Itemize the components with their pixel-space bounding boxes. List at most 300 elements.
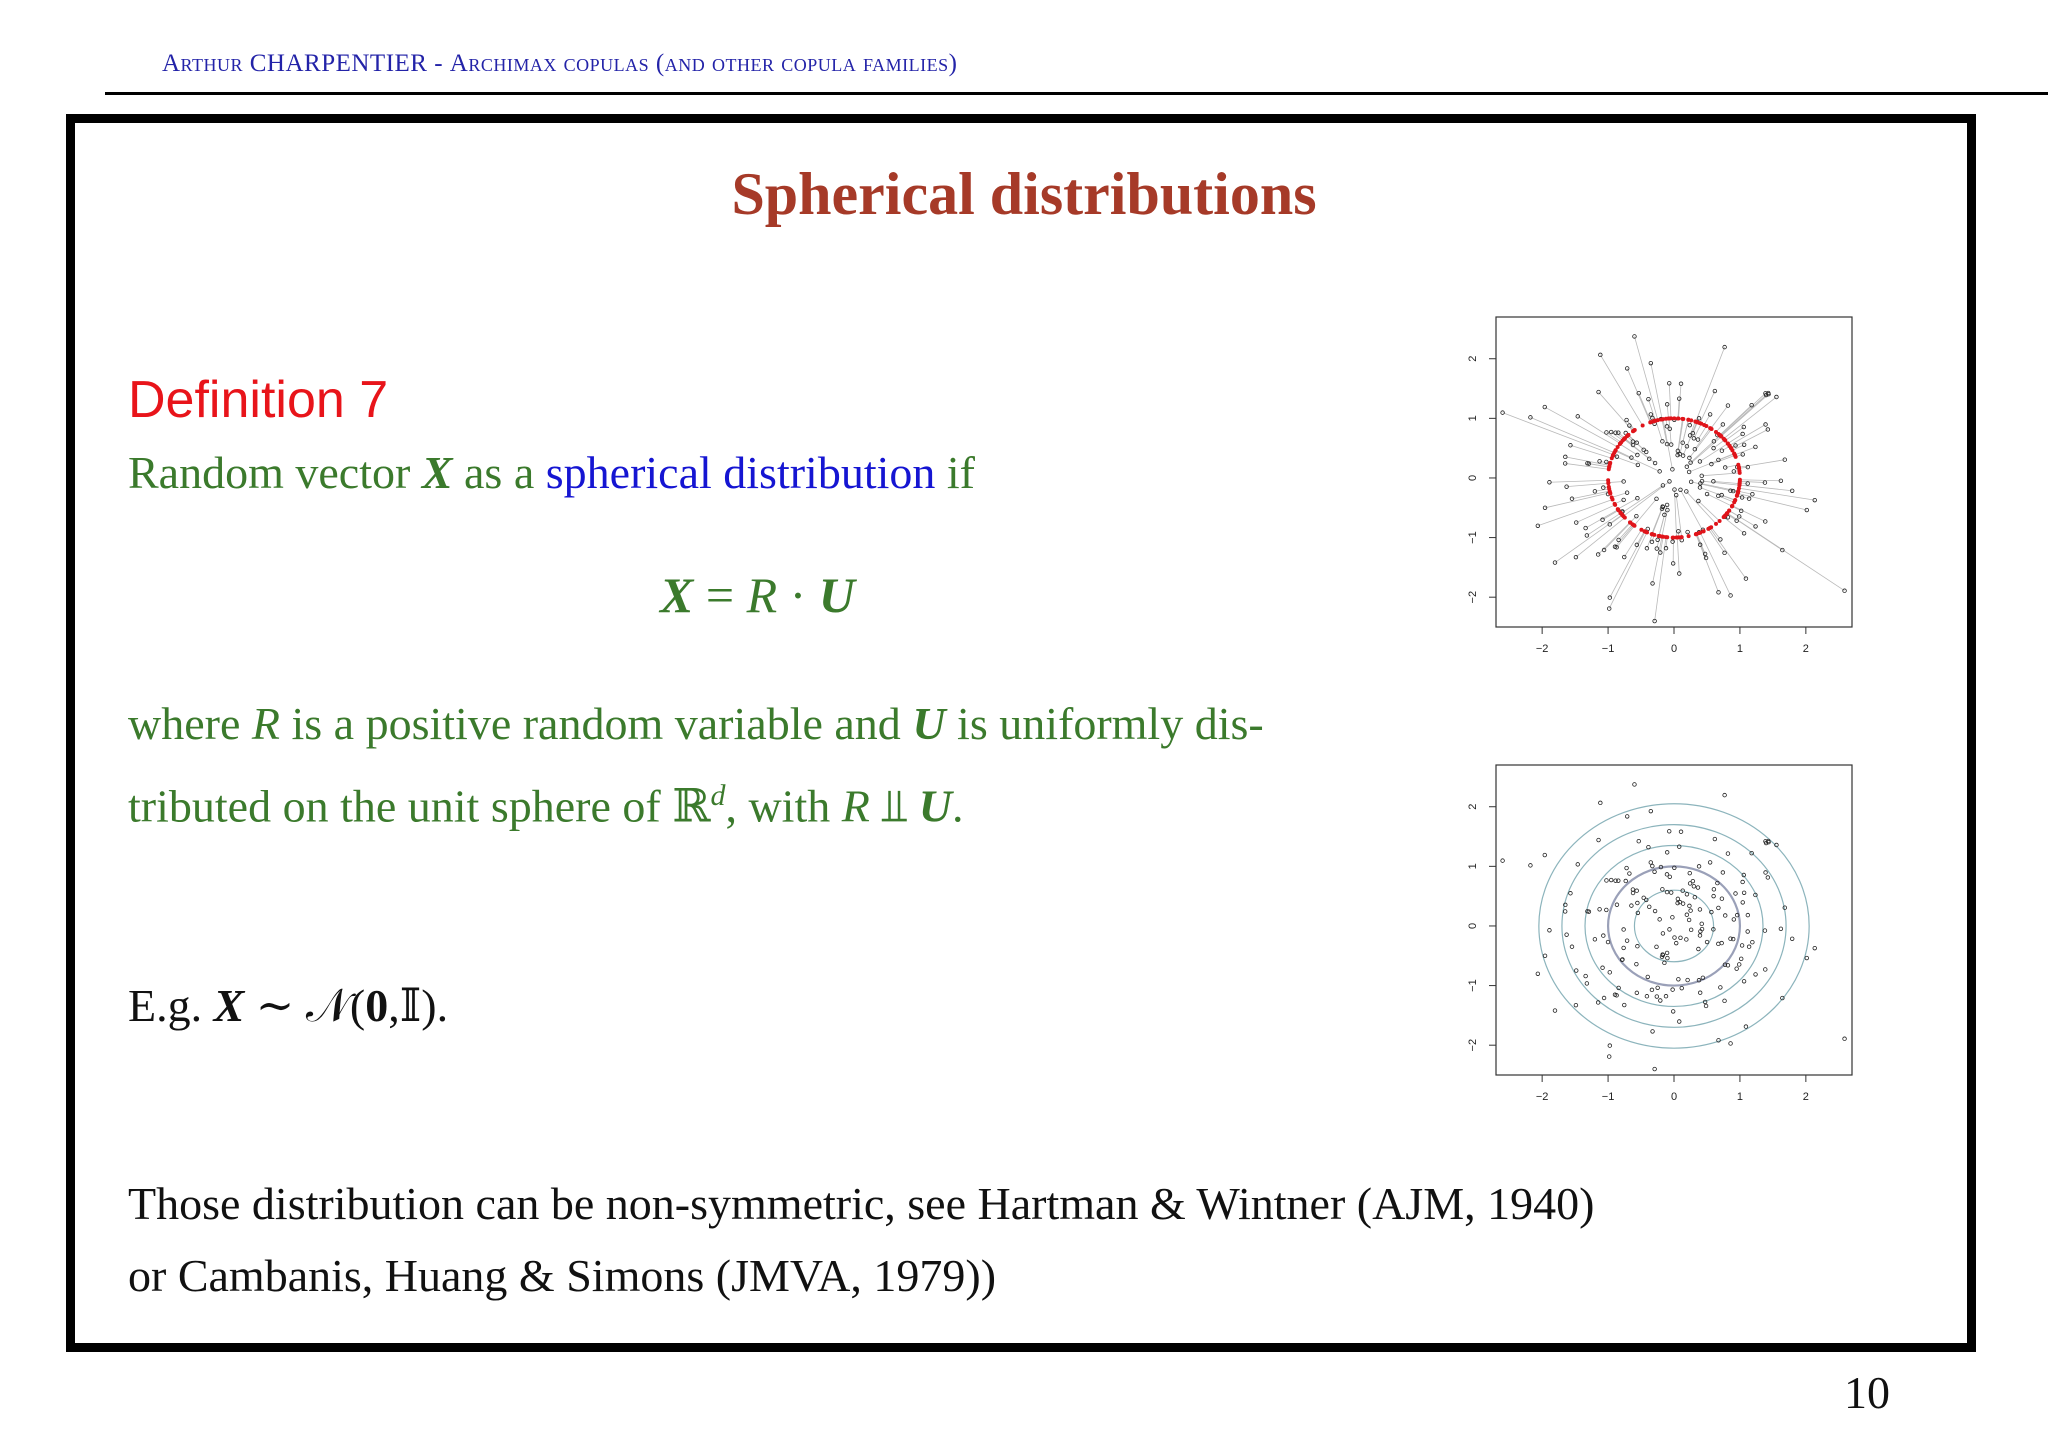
data-point [1740, 944, 1744, 948]
data-point [1705, 492, 1709, 496]
data-point [1674, 941, 1678, 945]
x-tick-label: −1 [1601, 643, 1615, 655]
projected-point [1722, 515, 1726, 519]
data-point [1655, 995, 1659, 999]
data-point [1698, 934, 1702, 938]
eg-normal: 𝒩 [305, 980, 350, 1031]
data-point [1679, 830, 1683, 834]
projected-point [1708, 426, 1712, 430]
data-point [1653, 909, 1657, 913]
def-var-x: X [421, 447, 453, 498]
data-point [1649, 861, 1653, 865]
data-point [1671, 916, 1675, 920]
definition-explanation [128, 688, 1448, 842]
projected-point [1645, 530, 1649, 534]
data-point [1691, 879, 1695, 883]
projection-line [1603, 510, 1619, 519]
definition-statement [128, 446, 975, 499]
data-point [1746, 913, 1750, 917]
data-point [1697, 417, 1701, 421]
y-tick-label: 0 [1467, 474, 1479, 482]
eg-x: X [213, 980, 245, 1031]
data-point [1754, 525, 1758, 529]
projection-line [1708, 529, 1724, 553]
eg-open: ( [349, 980, 366, 1031]
data-point [1653, 1067, 1657, 1071]
data-point [1671, 1010, 1675, 1014]
data-point [1635, 514, 1639, 518]
data-point [1713, 837, 1717, 841]
y-tick-label: −1 [1467, 531, 1479, 544]
eg-comma: , [388, 980, 400, 1031]
projected-point [1650, 532, 1654, 536]
data-point [1697, 865, 1701, 869]
data-point [1622, 928, 1626, 932]
projection-line [1549, 480, 1608, 482]
eg-text: E.g. [128, 980, 214, 1031]
data-point [1723, 793, 1727, 797]
data-point [1574, 1003, 1578, 1007]
closing-paragraph [128, 1168, 1928, 1312]
def-text-1: Random vector [128, 447, 422, 498]
data-point [1741, 453, 1745, 457]
projection-line [1555, 515, 1622, 563]
plot1-box [1496, 317, 1852, 627]
projected-point [1608, 491, 1612, 495]
plot1-points [1501, 335, 1847, 623]
data-point [1631, 891, 1635, 895]
data-point [1717, 906, 1721, 910]
projected-point [1689, 418, 1693, 422]
data-point [1501, 411, 1505, 415]
data-point [1649, 413, 1653, 417]
where-text-4: tributed on the unit sphere of [128, 780, 673, 832]
x-tick-label: 1 [1736, 643, 1743, 655]
closing-line-1: Those distribution can be non-symmetric, see Hartman & Wintner (AJM, 1940) [128, 1178, 1595, 1229]
slide-title: Spherical distributions [731, 161, 1317, 227]
data-point [1584, 526, 1588, 530]
projected-point [1607, 465, 1611, 469]
def-highlight: spherical distribution [545, 447, 936, 498]
data-point [1746, 930, 1750, 934]
y-tick-label: 1 [1467, 415, 1479, 422]
data-point [1680, 986, 1684, 990]
projected-point [1613, 502, 1617, 506]
data-point [1601, 966, 1605, 970]
projected-point [1695, 420, 1699, 424]
projection-line [1720, 393, 1765, 435]
data-point [1671, 988, 1675, 992]
data-point [1653, 870, 1657, 874]
projection-line [1624, 439, 1655, 463]
definition-equation [660, 566, 855, 624]
projected-point [1730, 448, 1734, 452]
data-point [1637, 839, 1641, 843]
data-point [1687, 470, 1691, 474]
data-point [1543, 954, 1547, 958]
data-point [1664, 994, 1668, 998]
data-point [1602, 996, 1606, 1000]
data-point [1721, 423, 1725, 427]
projected-point [1734, 455, 1738, 459]
projected-point [1667, 417, 1671, 421]
data-point [1622, 946, 1626, 950]
where-text-3: is uniformly dis- [945, 698, 1264, 749]
data-point [1705, 940, 1709, 944]
data-point [1636, 944, 1640, 948]
data-point [1719, 538, 1723, 542]
data-point [1624, 879, 1628, 883]
projection-line [1576, 518, 1625, 557]
x-tick-label: −1 [1601, 1091, 1615, 1103]
data-point [1622, 498, 1626, 502]
scatter-plot-unit-circle [1440, 312, 1860, 672]
projection-line [1697, 534, 1705, 554]
data-point [1625, 866, 1629, 870]
projected-point [1702, 423, 1706, 427]
data-point [1708, 861, 1712, 865]
x-tick-label: 2 [1802, 643, 1809, 655]
projected-point [1616, 508, 1620, 512]
projected-point [1698, 531, 1702, 535]
data-point [1633, 783, 1637, 787]
data-point [1659, 999, 1663, 1003]
data-point [1650, 540, 1654, 544]
projection-line [1530, 417, 1614, 452]
data-point [1686, 978, 1690, 982]
example-line [128, 978, 448, 1034]
data-point [1719, 986, 1723, 990]
projection-line [1659, 515, 1665, 536]
data-point [1631, 888, 1635, 892]
data-point [1723, 999, 1727, 1003]
data-point [1685, 938, 1689, 942]
data-point [1685, 490, 1689, 494]
projected-point [1611, 453, 1615, 457]
data-point [1697, 947, 1701, 951]
data-point [1625, 418, 1629, 422]
projected-point [1611, 498, 1615, 502]
x-tick-label: −2 [1535, 643, 1549, 655]
data-point [1698, 991, 1702, 995]
projection-line [1698, 501, 1719, 521]
data-point [1692, 437, 1696, 441]
projection-line [1683, 420, 1689, 443]
projected-point [1641, 424, 1645, 428]
y-tick-label: 2 [1467, 803, 1479, 810]
projected-point [1736, 490, 1740, 494]
data-point [1647, 905, 1651, 909]
data-point [1593, 937, 1597, 941]
data-point [1665, 851, 1669, 855]
projection-line [1545, 407, 1618, 447]
data-point [1599, 801, 1603, 805]
projected-point [1737, 486, 1741, 490]
projection-line [1617, 526, 1635, 548]
data-point [1775, 395, 1779, 399]
where-r2: R [841, 780, 870, 832]
projection-line [1612, 493, 1627, 498]
data-point [1734, 892, 1738, 896]
data-point [1635, 962, 1639, 966]
plot2-box [1496, 765, 1852, 1075]
projection-line [1637, 531, 1645, 545]
projected-point [1660, 535, 1664, 539]
data-point [1696, 438, 1700, 442]
page-number: 10 [1844, 1367, 1890, 1418]
plot1-unit-circle [1606, 416, 1742, 539]
data-point [1723, 345, 1727, 349]
data-point [1720, 897, 1724, 901]
projection-line [1634, 336, 1657, 420]
y-tick-label: −1 [1467, 979, 1479, 992]
data-point [1668, 875, 1672, 879]
data-point [1584, 974, 1588, 978]
data-point [1692, 885, 1696, 889]
where-u: U [912, 698, 946, 749]
data-point [1553, 1009, 1557, 1013]
projection-line [1647, 534, 1652, 548]
data-point [1741, 880, 1745, 884]
data-point [1698, 486, 1702, 490]
data-point [1726, 852, 1730, 856]
data-point [1543, 853, 1547, 857]
data-point [1712, 894, 1716, 898]
eq-u: U [818, 567, 855, 623]
data-point [1536, 972, 1540, 976]
data-point [1651, 1030, 1655, 1034]
data-point [1625, 367, 1629, 371]
projection-line [1711, 406, 1728, 429]
plot1-projection-lines [1503, 336, 1845, 621]
data-point [1742, 979, 1746, 983]
data-point [1679, 936, 1683, 940]
y-tick-label: 0 [1467, 922, 1479, 930]
y-tick-label: −2 [1467, 590, 1479, 604]
data-point [1608, 971, 1612, 975]
data-point [1696, 886, 1700, 890]
data-point [1717, 942, 1721, 946]
data-point [1666, 956, 1670, 960]
data-point [1665, 951, 1669, 955]
data-point [1779, 927, 1783, 931]
data-point [1548, 928, 1552, 932]
projection-line [1538, 500, 1613, 526]
data-point [1723, 914, 1727, 918]
data-point [1744, 1025, 1748, 1029]
header-rule [105, 92, 2048, 95]
data-point [1625, 815, 1629, 819]
projection-line [1711, 455, 1735, 464]
data-point [1676, 897, 1680, 901]
data-point [1766, 428, 1770, 432]
where-r: R [251, 698, 280, 749]
data-point [1747, 945, 1751, 949]
data-point [1574, 521, 1578, 525]
projection-line [1680, 490, 1703, 532]
data-point [1636, 901, 1640, 905]
projection-line [1727, 513, 1844, 591]
data-point [1608, 1044, 1612, 1048]
projected-point [1621, 438, 1625, 442]
data-point [1669, 891, 1673, 895]
x-tick-label: −2 [1535, 1091, 1549, 1103]
projected-point [1723, 438, 1727, 442]
projected-point [1614, 448, 1618, 452]
data-point [1685, 893, 1689, 897]
data-point [1596, 553, 1600, 557]
projection-line [1721, 394, 1768, 436]
data-point [1805, 956, 1809, 960]
definition-label: Definition 7 [128, 371, 389, 429]
data-point [1602, 934, 1606, 938]
projected-point [1714, 430, 1718, 434]
projected-point [1732, 500, 1736, 504]
scatter-plot-contours [1440, 760, 1860, 1120]
projected-point [1738, 471, 1742, 475]
eg-zero: 0 [365, 980, 389, 1031]
projection-line [1598, 522, 1630, 554]
projection-line [1721, 393, 1769, 436]
data-point [1698, 908, 1702, 912]
data-point [1704, 1004, 1708, 1008]
contour-ring [1608, 866, 1740, 985]
where-rd-base: ℝ [672, 780, 711, 832]
data-point [1585, 982, 1589, 986]
data-point [1661, 932, 1665, 936]
data-point [1658, 918, 1662, 922]
eq-r: R [746, 567, 778, 623]
data-point [1597, 838, 1601, 842]
data-point [1622, 1003, 1626, 1007]
x-tick-label: 0 [1670, 643, 1678, 655]
projection-line [1545, 493, 1610, 508]
data-point [1646, 975, 1650, 979]
where-u2: U [918, 780, 952, 832]
projected-point [1651, 419, 1655, 423]
data-point [1563, 910, 1567, 914]
running-header [162, 50, 957, 78]
data-point [1751, 940, 1755, 944]
projection-line [1696, 347, 1725, 422]
data-point [1763, 929, 1767, 933]
data-point [1688, 904, 1692, 908]
data-point [1569, 891, 1573, 895]
data-point [1649, 809, 1653, 813]
data-point [1685, 913, 1689, 917]
data-point [1766, 876, 1770, 880]
data-point [1605, 879, 1609, 883]
projection-line [1724, 397, 1777, 439]
data-point [1663, 961, 1667, 965]
data-point [1607, 1055, 1611, 1059]
data-point [1651, 864, 1655, 868]
data-point [1754, 445, 1758, 449]
projection-line [1503, 413, 1614, 455]
data-point [1673, 936, 1677, 940]
header-separator: - [427, 50, 450, 77]
projected-point [1619, 511, 1623, 515]
projected-point [1738, 478, 1742, 482]
projection-line [1655, 537, 1666, 621]
data-point [1650, 988, 1654, 992]
data-point [1737, 963, 1741, 967]
data-point [1543, 405, 1547, 409]
projected-point [1718, 519, 1722, 523]
projection-line [1608, 481, 1623, 482]
projection-line [1738, 493, 1807, 510]
data-point [1713, 389, 1717, 393]
data-point [1630, 904, 1634, 908]
data-point [1712, 888, 1716, 892]
where-text-1: where [128, 698, 252, 749]
data-point [1529, 864, 1533, 868]
x-tick-label: 2 [1802, 1091, 1809, 1103]
projected-point [1725, 511, 1729, 515]
data-point [1536, 524, 1540, 528]
data-point [1574, 969, 1578, 973]
data-point [1689, 928, 1693, 932]
projection-line [1711, 527, 1720, 539]
projection-line [1669, 383, 1671, 418]
data-point [1689, 909, 1693, 913]
data-point [1599, 353, 1603, 357]
projected-point [1629, 521, 1633, 525]
data-point [1843, 589, 1847, 593]
projection-line [1610, 532, 1645, 598]
data-point [1729, 1042, 1733, 1046]
data-point [1598, 907, 1602, 911]
data-point [1667, 829, 1671, 833]
data-point [1790, 937, 1794, 941]
projected-point [1695, 532, 1699, 536]
data-point [1721, 871, 1725, 875]
data-point [1615, 903, 1619, 907]
data-point [1742, 891, 1746, 895]
projection-line [1740, 480, 1781, 481]
projected-point [1730, 504, 1734, 508]
data-point [1661, 888, 1665, 892]
data-point [1677, 977, 1681, 981]
projected-point [1735, 494, 1739, 498]
projected-point [1680, 417, 1684, 421]
data-point [1570, 945, 1574, 949]
eg-identity: 𝕀 [399, 980, 422, 1031]
projected-point [1714, 522, 1718, 526]
data-point [1565, 933, 1569, 937]
data-point [1681, 902, 1685, 906]
data-point [1642, 896, 1646, 900]
y-tick-label: 2 [1467, 355, 1479, 362]
data-point [1617, 538, 1621, 542]
data-point [1681, 454, 1685, 458]
data-point [1605, 908, 1609, 912]
projection-line [1609, 532, 1647, 608]
data-point [1677, 1020, 1681, 1024]
data-point [1687, 918, 1691, 922]
data-point [1763, 968, 1767, 972]
projection-line [1613, 456, 1638, 465]
data-point [1656, 986, 1660, 990]
header-author-last: CHARPENTIER [249, 50, 428, 77]
projection-line [1656, 421, 1663, 442]
projected-point [1709, 525, 1713, 529]
data-point [1635, 991, 1639, 995]
y-tick-label: 1 [1467, 863, 1479, 870]
projection-line [1700, 391, 1715, 423]
projection-line [1724, 517, 1744, 533]
eg-close: ). [421, 980, 449, 1031]
